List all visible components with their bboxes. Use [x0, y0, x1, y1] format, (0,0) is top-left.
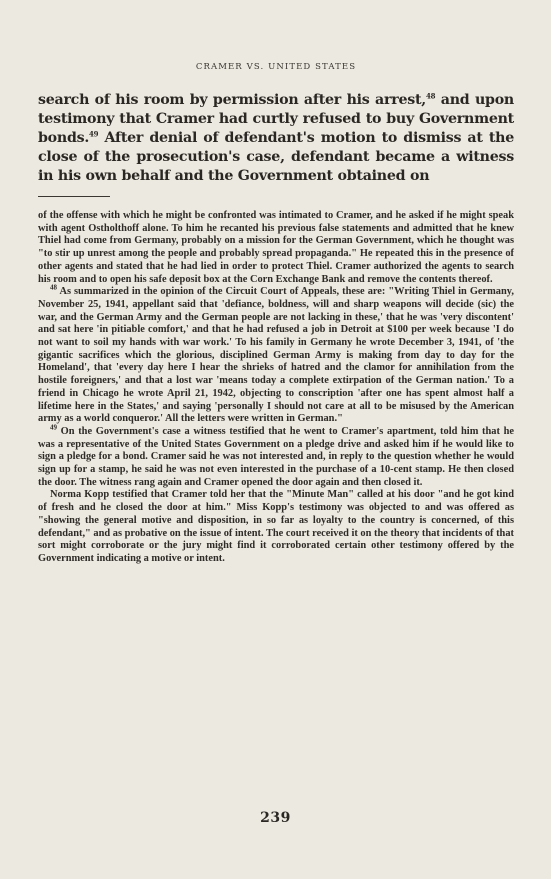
running-head: CRAMER VS. UNITED STATES — [195, 62, 357, 72]
main-text — [38, 91, 514, 186]
footnotes — [38, 210, 514, 566]
footnote-49-text: On the Government's case a witness testified that he went to Cramer's apartment, told him that he was a representative of the United States Government on a pledge drive and asked him if he would like to sign a pledge for a bond. Cramer said he was not interested and, in reply to the question whether he would sign up for a stamp, he said he was not even interested in the purchase of a 10-cent stamp. He then closed the door. The witness rang again and Cramer opened the door again and then closed it. — [38, 425, 514, 488]
page-number: 239 — [260, 810, 291, 826]
main-text-part-3: After denial of defendant's motion to dismiss at the close of the prosecution's case, defendant became a witness in his own behalf and the Government obtained on — [38, 130, 514, 184]
footnote-49-paragraph-2: Norma Kopp testified that Cramer told her that the "Minute Man" called at his door "and he got kind of fresh and he closed the door at him." Miss Kopp's testimony was objected to and was offered as "showing the general motive and disposition, in so far as loyalty to the country is concerned, of this defendant," and as probative on the issue of intent. The court received it on the theory that incidents of that sort might corroborate or the jury might find it corroborated certain other testimony offered by the Government indicating a motive or intent. — [38, 489, 514, 564]
footnote-49 — [38, 423, 514, 490]
footnote-divider — [38, 196, 110, 197]
main-text-part-1: search of his room by permission after his arrest, — [38, 92, 426, 108]
footnote-48 — [38, 283, 514, 426]
footnote-continuation: of the offense with which he might be confronted was intimated to Cramer, and he asked if he might speak with agent Ostholthoff alone. To him he recanted his previous false statements and admitted that he knew Thiel had come from Germany, probably on a mission for the German Government, which he thought was "to stir up unrest among the people and probably spread propaganda." He repeated this in the presence of other agents and stated that he had lied in order to protect Thiel. Cramer authorized the agents to search his room and to open his safe deposit box at the Corn Exchange Bank and remove the contents thereof. — [38, 210, 514, 285]
footnote-48-text: As summarized in the opinion of the Circuit Court of Appeals, these are: "Writing Thiel in Germany, November 25, 1941, appellant said that 'defiance, boldness, will and sharp weapons will decide (sic) the war, and the German Army and the German people are not lacking in these,' that he was 'very discontent' and sat here 'in pitiable comfort,' and that he had refused a job in Detroit at $100 per week because 'I do not want to soil my hands with war work.' To his family in Germany he wrote December 3, 1941, of 'the gigantic sacrifices which the glorious, disciplined German Army is making from day to day for the Homeland', that 'every day here I hear the shrieks of hatred and the clamor for annihilation from the hostile foreigners,' and that a lost war 'means today a complete extirpation of the German nation.' To a friend in Chicago he wrote April 21, 1942, objecting to conscription 'after one has spent almost half a lifetime here in the States,' and saying 'personally I should not care at all to be misused by the American army as a world conqueror.' All the letters were written in German." — [38, 286, 514, 425]
footnote-48-number: 48 — [50, 283, 57, 292]
footnote-49-number: 49 — [50, 423, 57, 432]
footnote-ref-48[interactable]: 48 — [425, 91, 436, 101]
footnote-ref-49[interactable]: 49 — [89, 129, 99, 139]
main-text-part-2: and upon testimony that Cramer had curtly refused to buy Government bonds. — [38, 92, 514, 146]
